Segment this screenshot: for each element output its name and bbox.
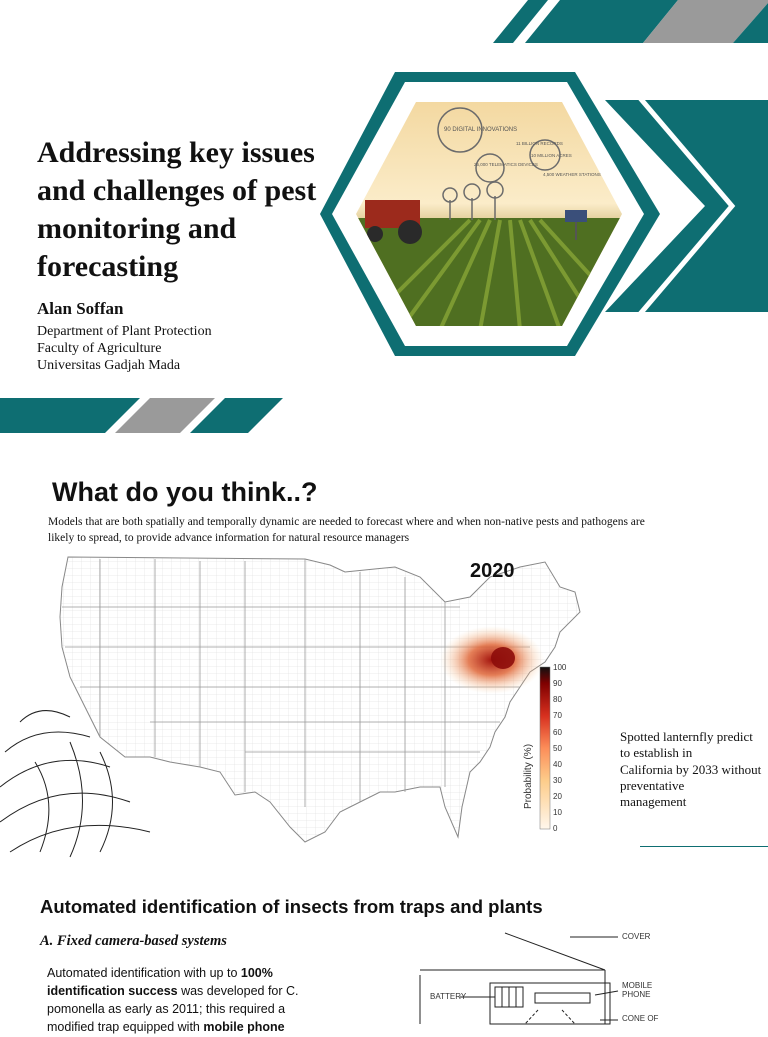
colorbar-tick: 30 xyxy=(553,776,562,785)
trap-diagram xyxy=(420,925,680,1024)
slide-subtitle: A. Fixed camera-based systems xyxy=(40,933,227,949)
slide-title xyxy=(37,134,367,286)
colorbar xyxy=(515,659,585,839)
affiliation-line: Department of Plant Protection xyxy=(37,324,212,339)
colorbar-tick: 0 xyxy=(553,824,558,833)
divider-line xyxy=(640,846,768,847)
colorbar-tick: 40 xyxy=(553,760,562,769)
body-text: Automated identification with up to xyxy=(47,966,241,980)
affiliation xyxy=(37,324,212,374)
slide-body xyxy=(47,964,317,1037)
map-year: 2020 xyxy=(470,560,515,582)
title-slide xyxy=(0,0,768,433)
affiliation-line: Faculty of Agriculture xyxy=(37,340,162,356)
probability-core xyxy=(491,647,515,669)
identification-slide xyxy=(0,880,768,1035)
colorbar-tick: 70 xyxy=(553,711,562,720)
body-bold: 100% identification success xyxy=(47,966,273,999)
slide-title: Automated identification of insects from traps and plants xyxy=(40,896,543,917)
decorative-arcs xyxy=(0,692,160,862)
colorbar-tick: 10 xyxy=(553,808,562,817)
colorbar-gradient xyxy=(540,667,550,829)
body-bold: mobile phone xyxy=(203,1020,285,1035)
colorbar-tick: 80 xyxy=(553,695,562,704)
colorbar-tick: 50 xyxy=(553,744,562,753)
title-line: monitoring and xyxy=(37,212,237,246)
image-label: 4,500 WEATHER STATIONS xyxy=(543,172,601,177)
diagram-label-cone: CONE OF xyxy=(622,1014,659,1023)
title-line: Addressing key issues xyxy=(37,136,315,169)
colorbar-label: Probability (%) xyxy=(523,743,534,809)
map-slide xyxy=(0,447,768,860)
side-note xyxy=(620,729,761,810)
body-text: was developed for C. pomonella as early as 2011; this required a modified trap equipped with xyxy=(47,984,299,1035)
colorbar-tick: 20 xyxy=(553,792,562,801)
author-name: Alan Soffan xyxy=(37,299,124,318)
colorbar-tick: 60 xyxy=(553,728,562,737)
affiliation-line: Universitas Gadjah Mada xyxy=(37,357,181,373)
image-label: 25,000 TELEMATICS DEVICES xyxy=(474,162,538,167)
side-note-line: preventative xyxy=(620,777,685,793)
diagram-label-battery: BATTERY xyxy=(430,992,467,1001)
diagram-label-cover: COVER xyxy=(622,932,651,941)
side-note-line: management xyxy=(620,794,687,809)
title-line: forecasting xyxy=(37,250,179,284)
title-line: and challenges of pest xyxy=(37,174,317,208)
image-label: 90 DIGITAL INNOVATIONS xyxy=(444,127,518,133)
slide-description: Models that are both spatially and temporally dynamic are needed to forecast where and when non-native pests and pathogens are likely to spread, to provide advance information for natural resource managers xyxy=(48,516,645,544)
diagram-label-mobile: MOBILE xyxy=(622,981,653,990)
colorbar-tick: 90 xyxy=(553,679,562,688)
diagram-label-phone: PHONE xyxy=(622,990,651,999)
side-note-line: California by 2033 without xyxy=(620,761,762,777)
image-label: 10 MILLION ACRES xyxy=(531,153,572,158)
slide-title: What do you think..? xyxy=(52,477,318,507)
side-note-line: Spotted lanternfly predict xyxy=(620,729,753,744)
side-note-line: to establish in xyxy=(620,745,693,761)
bottom-teal-band xyxy=(0,398,140,433)
image-label: 11 BILLION RECORDS xyxy=(516,141,563,146)
colorbar-tick: 100 xyxy=(553,663,567,672)
